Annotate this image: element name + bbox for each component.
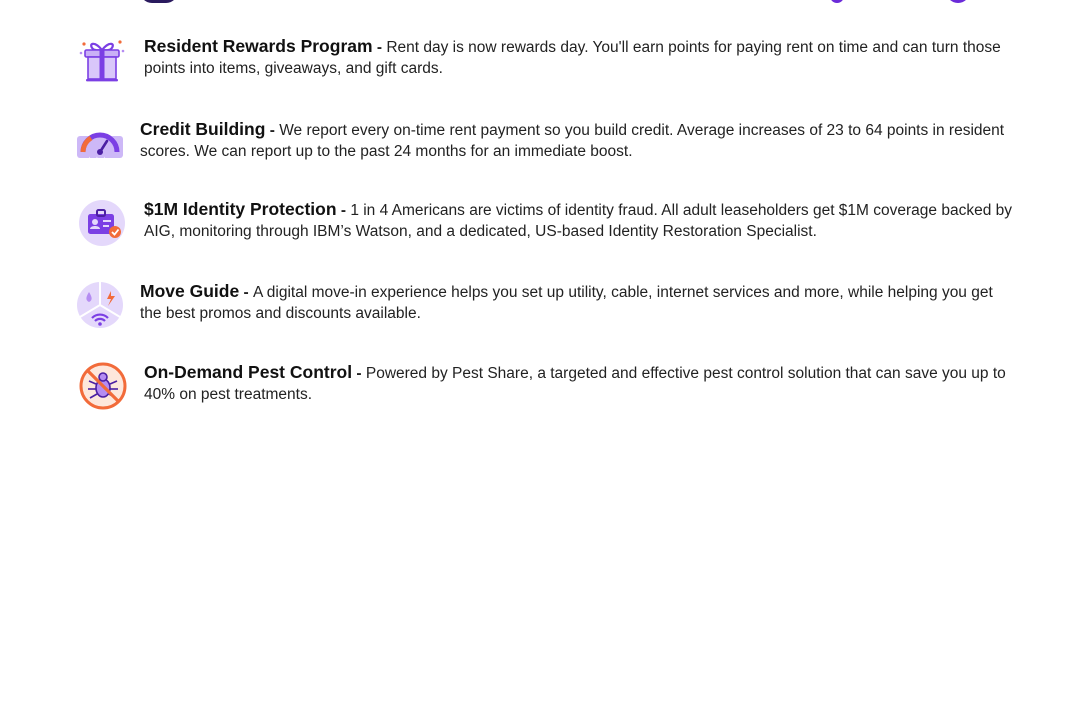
benefit-separator: - xyxy=(372,39,387,56)
heading-fragment xyxy=(140,0,178,3)
heading-fragment xyxy=(946,0,970,3)
benefit-description: Powered by Pest Share, a targeted and effective pest control solution that can save you up to 40% on pest treatments. xyxy=(144,365,1006,403)
credit-gauge-icon xyxy=(74,118,126,170)
benefit-text xyxy=(140,119,1010,162)
benefit-description: 1 in 4 Americans are victims of identity fraud. All adult leaseholders get $1M coverage backed by AIG, monitoring through IBM’s Watson, and a dedicated, US-based Identity Restoration Specialist. xyxy=(144,202,1012,240)
benefit-title: Move Guide xyxy=(140,281,240,301)
benefit-title: Credit Building xyxy=(140,119,266,139)
benefit-separator: - xyxy=(336,202,351,219)
benefit-separator: - xyxy=(239,284,253,301)
benefit-description: We report every on-time rent payment so you build credit. Average increases of 23 to 64 points in resident scores. We can report up to the past 24 months for an immediate boost. xyxy=(140,122,1005,160)
benefit-text xyxy=(144,362,1014,405)
benefit-separator: - xyxy=(265,122,280,139)
benefit-description: A digital move-in experience helps you set up utility, cable, internet services and more, while helping you get the best promos and discounts available. xyxy=(140,284,993,322)
benefit-title: Resident Rewards Program xyxy=(144,36,373,56)
benefit-separator: - xyxy=(352,365,366,382)
identity-badge-icon xyxy=(76,197,128,249)
utilities-icon xyxy=(74,279,126,331)
benefit-title: On-Demand Pest Control xyxy=(144,362,353,382)
benefit-text xyxy=(144,36,1014,79)
benefit-text xyxy=(144,199,1014,242)
benefit-title: $1M Identity Protection xyxy=(144,199,337,219)
heading-fragment xyxy=(830,0,844,3)
no-pest-icon xyxy=(77,360,129,412)
benefit-description: Rent day is now rewards day. You'll earn points for paying rent on time and can turn those points into items, giveaways, and gift cards. xyxy=(144,39,1001,77)
gift-icon xyxy=(76,36,128,88)
heading-cutoff xyxy=(0,0,1080,6)
svg-text:★ ★ ★: ★ ★ ★ xyxy=(87,156,107,163)
benefit-text xyxy=(140,281,1010,324)
